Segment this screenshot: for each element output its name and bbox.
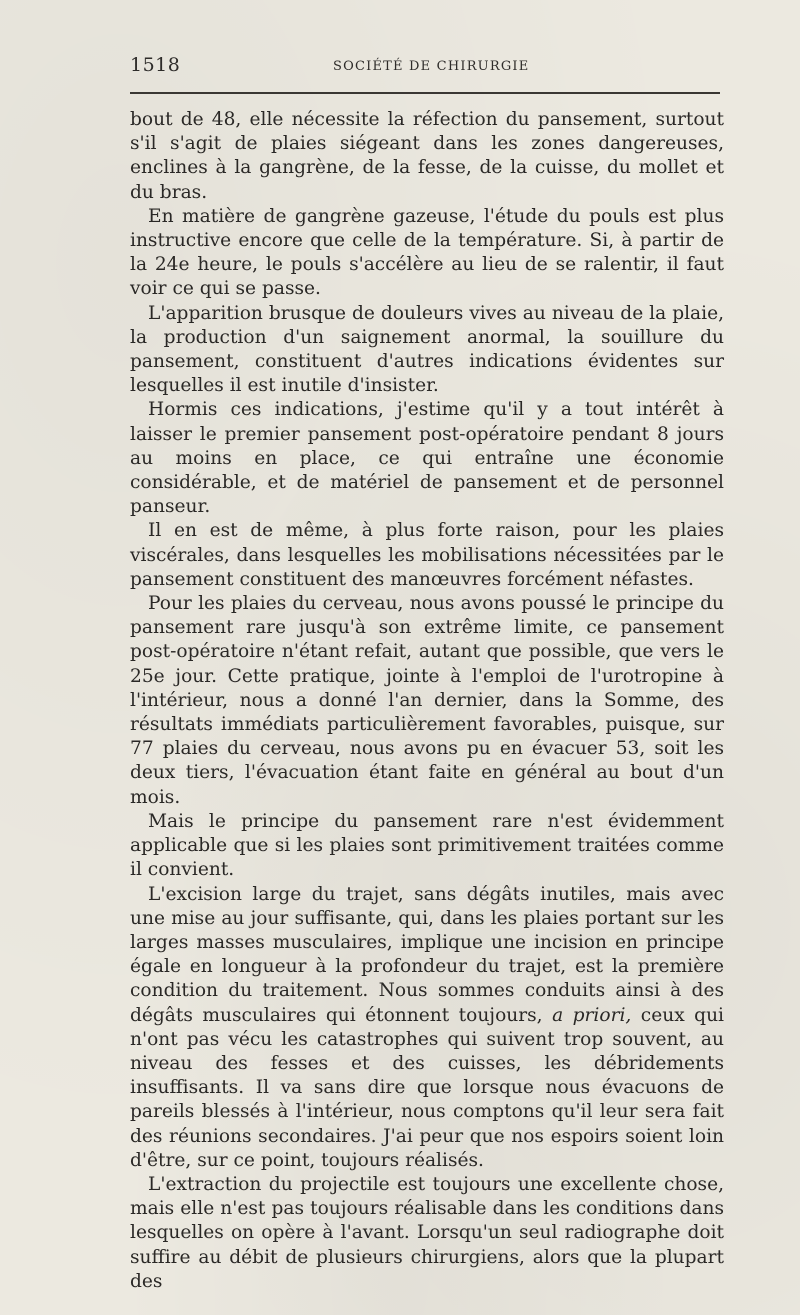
paragraph-rare-dressing: Mais le principe du pansement rare n'est évidemment applicable que si les plaies sont primitivement traitées comme il convient. (130, 810, 724, 881)
body-text (130, 108, 724, 1294)
running-head (130, 54, 720, 84)
paragraph-projectile-extraction: L'extraction du projectile est toujours une excellente chose, mais elle n'est pas toujours réalisable dans les conditions dans lesquelles on opère à l'avant. Lorsqu'un seul radiographe doit suffire au débit de plusieurs chirurgiens, alors que la plupart des (130, 1173, 724, 1292)
paragraph-visceral-wounds: Il en est de même, à plus forte raison, pour les plaies viscérales, dans lesquelles les mobilisations nécessitées par le pansement constituent des manœuvres forcément néfastes. (130, 520, 724, 590)
paragraph-brain-wounds: Pour les plaies du cerveau, nous avons poussé le principe du pansement rare jusqu'à son extrême limite, ce pansement post-opératoire n'étant refait, autant que possible, que vers le 25e jour. Cette pratique, jointe à l'emploi de l'urotropine à l'intérieur, nous a donné l'an dernier, dans la Somme, des résultats immédiats particulièrement favorables, puisque, sur 77 plaies du cerveau, nous avons pu en évacuer 53, soit les deux tiers, l'évacuation étant faite en général au bout d'un mois. (130, 593, 724, 808)
paragraph-excision (130, 883, 724, 1173)
paragraph-gangrene-pulse: En matière de gangrène gazeuse, l'étude du pouls est plus instructive encore que celle de la température. Si, à partir de la 24e heure, le pouls s'accélère au lieu de se ralentir, il faut voir ce qui se passe. (130, 205, 724, 300)
paragraph-pain-bleeding: L'apparition brusque de douleurs vives au niveau de la plaie, la production d'un saignement anormal, la souillure du pansement, constituent d'autres indications évidentes sur lesquelles il est inutile d'insister. (130, 302, 724, 397)
running-title: SOCIÉTÉ DE CHIRURGIE (333, 59, 530, 74)
header-rule (130, 92, 720, 94)
excision-emphasis: a priori, (552, 1004, 632, 1026)
excision-text-before: L'excision large du trajet, sans dégâts inutiles, mais avec une mise au jour suffisante, qui, dans les plaies portant sur les larges masses musculaires, implique une incision en principe égale en longueur à la profondeur du trajet, est la première condition du traitement. Nous sommes conduits ainsi à des dégâts musculaires qui étonnent toujours, (130, 883, 724, 1026)
excision-text-after: ceux qui n'ont pas vécu les catastrophes qui suivent trop souvent, au niveau des fesses et des cuisses, les débridements insuffisants. Il va sans dire que lorsque nous évacuons de pareils blessés à l'intérieur, nous comptons qu'il leur sera fait des réunions secondaires. J'ai peur que nos espoirs soient loin d'être, sur ce point, toujours réalisés. (130, 1004, 724, 1171)
page-number: 1518 (130, 54, 181, 76)
paragraph-continued: bout de 48, elle nécessite la réfection du pansement, surtout s'il s'agit de plaies siégeant dans les zones dangereuses, enclines à la gangrène, de la fesse, de la cuisse, du mollet et du bras. (130, 109, 724, 203)
paragraph-first-dressing: Hormis ces indications, j'estime qu'il y a tout intérêt à laisser le premier pansement post-opératoire pendant 8 jours au moins en place, ce qui entraîne une économie considérable, et de matériel de pansement et de personnel panseur. (130, 399, 724, 518)
